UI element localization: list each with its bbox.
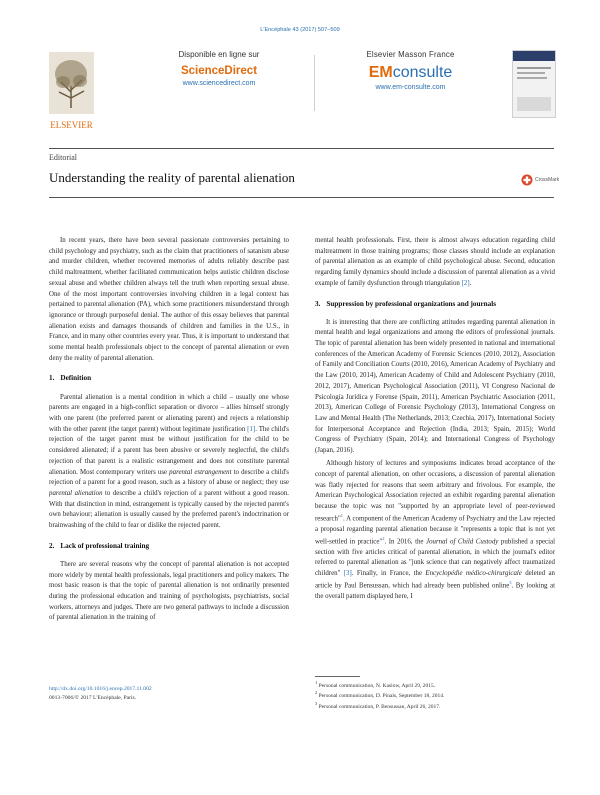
- suppression-paragraph-2: Although history of lectures and symposiums indicates broad acceptance of the concept of parental alienation, on other occasions, a discussion of parental alienation was flatly rejected for reasons that seem arbitrary and frivolous. For example, the American Psychological Association rejected an exhibit regarding parental alienation because the topic was not "supported by an appropriate level of peer-reviewed research"$^1$. A component of the American Academy of Psychiatry and the Law rejected a proposal regarding parental alienation because it "represents a topic that is not yet well-settled in practice"$^2$. In 2016, the Journal of Child Custody published a special section with five articles critical of parental alienation, in which the journal's editor referred to parental alienation as "junk science that can negatively affect traumatized children" [3]. Finally, in France, the Encyclopédie médico-chirurgicale deleted an article by Paul Bensussan, which had already been published online$^3$. By looking at the overall pattern displayed here, I: [315, 460, 555, 600]
- section-heading-definition: 1. Definition: [49, 374, 92, 383]
- crossmark-icon[interactable]: [521, 174, 533, 186]
- elsevier-logo: [49, 52, 94, 134]
- body-column-right: [315, 236, 555, 605]
- article-title: Understanding the reality of parental alienation: [49, 170, 295, 185]
- doi-link[interactable]: http://dx.doi.org/10.1016/j.encep.2017.11.002: [49, 686, 152, 692]
- em-consulte-link[interactable]: www.em-consulte.com: [375, 84, 446, 91]
- reference-link[interactable]: [1]: [247, 425, 256, 433]
- header-divider: [314, 55, 315, 111]
- sciencedirect-link[interactable]: www.sciencedirect.com: [182, 80, 256, 87]
- title-rule: [49, 197, 554, 198]
- footnote-marker[interactable]: 2: [382, 535, 385, 541]
- training-paragraph: There are several reasons why the concept of parental alienation is not accepted more widely by mental health professionals, legal practitioners and policy makers. The most basic reason is that the topic of parental alienation is not ordinarily presented during the professional education and training of psychologists, psychiatrists, social workers, attorneys and judges. There are two general pathways to include a discussion of parental alienation in the training of: [49, 560, 289, 622]
- sciencedirect-logo: ScienceDirect: [180, 65, 258, 77]
- footnote-marker[interactable]: 3: [509, 579, 512, 585]
- sciencedirect-block: [166, 50, 272, 87]
- journal-citation[interactable]: L'Encéphale 43 (2017) 507–509: [260, 27, 340, 33]
- publisher-name: Elsevier Masson France: [366, 50, 455, 59]
- article-footer: [49, 685, 152, 703]
- footnote-item: $^2$ Personal communication, D. Pinals, September 18, 2014.: [315, 690, 445, 700]
- available-online-label: Disponible en ligne sur: [178, 50, 260, 59]
- reference-link[interactable]: [2]: [461, 279, 470, 287]
- header-rule: [49, 148, 554, 149]
- elsevier-wordmark: ELSEVIER: [50, 120, 93, 130]
- crossmark-label[interactable]: CrossMark: [535, 177, 560, 183]
- footnote-item: $^3$ Personal communication, P. Bensussan, April 26, 2017.: [315, 700, 441, 710]
- reference-link[interactable]: [3]: [343, 569, 352, 577]
- body-column-left: [49, 236, 289, 627]
- section-heading-suppression: 3. Suppression by professional organizations and journals: [315, 299, 497, 308]
- copyright-line: 0013-7006/© 2017 L'Encéphale, Paris.: [49, 694, 137, 701]
- journal-cover-thumbnail: [512, 50, 556, 118]
- footnote-rule: [315, 676, 360, 677]
- continued-paragraph: mental health professionals. First, there is almost always education regarding child maltreatment in those training programs; those classes should include an explanation of parental alienation as an example of child psychological abuse. Second, education regarding family dynamics should include a discussion of parental alienation as a vivid example of family dysfunction through triangulation [2].: [315, 237, 555, 287]
- footnote-item: $^1$ Personal communication, N. Kaslow, April 29, 2015.: [315, 680, 436, 689]
- intro-paragraph: In recent years, there have been several passionate controversies pertaining to child psychology and psychiatry, such as the claim that practitioners of satanism abuse and murder children, whether recovered memories of adults reliably describe past child maltreatment, whether facilitated communication helps autistic children disclose sexual abuse and whether children always tell the truth when reporting sexual abuse. One of the most important controversies involving children in a legal context has pertained to parental alienation (PA), which some practitioners misunderstand through ignorance or through purposeful denial. The author of this essay believes that parental alienation exists and damages thousands of children and families in the U.S., in France, and in many other countries every year. Thus, it is important to understand that some mental health professionals object to the concept of parental alienation or even deny the reality of parental alienation.: [49, 237, 289, 362]
- definition-paragraph: Parental alienation is a mental condition in which a child – usually one whose parents are engaged in a high-conflict separation or divorce – allies himself strongly with one parent (the preferred parent or alienating parent) and rejects a relationship with the other parent (the target parent) without legitimate justification [1]. The child's rejection of the target parent must be without justification for the child to be considered alienated; if a parent has been abusive or severely neglectful, the child's rejection of that parent is a realistic estrangement and does not constitute parental alienation. Most contemporary writers use parental estrangement to describe a child's rejection of a parent for a good reason, such as a history of abuse or neglect; they use parental alienation to describe a child's rejection of a parent without a good reason. With that distinction in mind, estrangement is typically caused by the rejected parent's own behaviour; alienation is usually caused by the preferred parent's indoctrination or brainwashing of the child to fear or dislike the rejected parent.: [49, 393, 289, 530]
- article-type: Editorial: [49, 153, 77, 162]
- elsevier-tree-icon: [49, 52, 94, 134]
- footnote-marker[interactable]: 1: [340, 512, 344, 518]
- footnotes: [315, 680, 555, 711]
- section-heading-training: 2. Lack of professional training: [49, 541, 150, 550]
- em-consulte-logo: EMconsulte: [368, 64, 453, 81]
- em-consulte-block: [343, 50, 478, 91]
- suppression-paragraph-1: It is interesting that there are conflicting attitudes regarding parental alienation in mental health and legal organizations and among the editors of professional journals. The topic of parental alienation has been widely presented in national and international conferences of the American Academy of Forensic Sciences (2010, 2012), Association of Family and Conciliation Courts (2010, 2016), American Academy of Psychiatry and the Law (2010, 2014), American Academy of Child and Adolescent Psychiatry (2010, 2012, 2017), American Psychological Association (2011), VI Congreso Nacional de Psicología Jurídica y Forense (Spain, 2011), American Psychiatric Association (2011, 2013), American College of Forensic Psychology (2013), International Congress on Law and Mental Health (The Netherlands, 2013; Czechia, 2017), International Society for Interpersonal Acceptance and Rejection (India, 2013; Spain, 2015); World Congress of Psychiatry (Spain, 2014); and International Congress of Psychology (Japan, 2016).: [315, 318, 555, 455]
